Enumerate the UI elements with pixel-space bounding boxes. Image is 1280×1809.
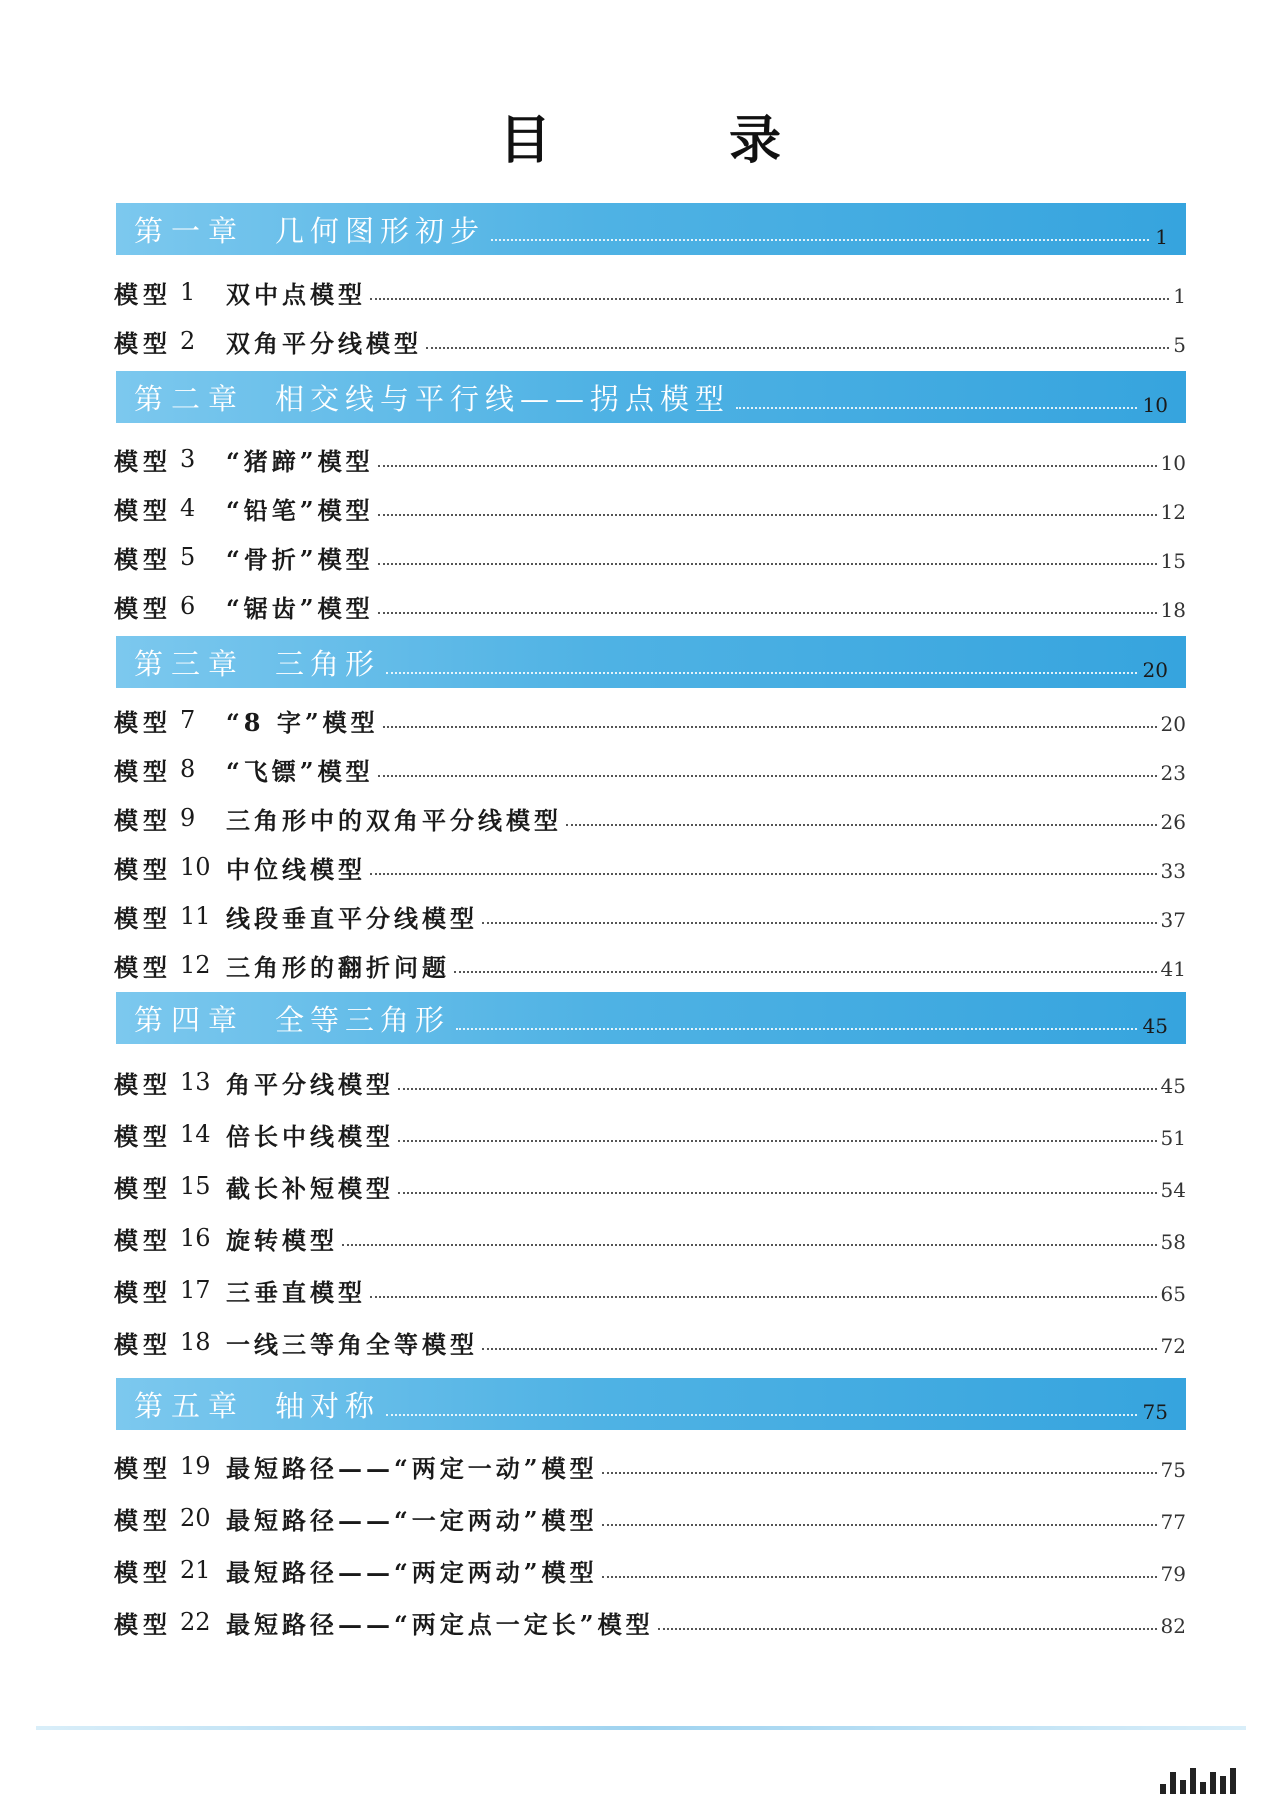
entry-page: 65 (1160, 1282, 1186, 1306)
model-number: 22 (180, 1608, 211, 1636)
model-label: 模型 (114, 707, 172, 737)
model-name: 最短路径——“两定点一定长”模型 (226, 1609, 654, 1639)
chapter-name: 几何图形初步 (275, 213, 486, 248)
chapter-page: 1 (1155, 225, 1168, 249)
entry-page: 18 (1160, 598, 1186, 622)
model-label: 模型 (114, 1069, 172, 1099)
dot-leader (398, 1140, 1157, 1142)
model-label: 模型 (114, 1453, 172, 1483)
model-label: 模型 (114, 1225, 172, 1255)
entry-page: 26 (1160, 810, 1186, 834)
model-number: 12 (180, 951, 211, 979)
model-name: 旋转模型 (226, 1225, 338, 1255)
page-title: 目 录 (498, 110, 862, 171)
model-label: 模型 (114, 1557, 172, 1587)
model-label: 模型 (114, 1505, 172, 1535)
model-label: 模型 (114, 593, 172, 623)
toc-entry[interactable] (114, 272, 1186, 312)
toc-entry[interactable] (114, 321, 1186, 361)
dot-leader (386, 672, 1137, 674)
model-name: 双中点模型 (226, 279, 366, 309)
dot-leader (342, 1244, 1157, 1246)
model-name: 角平分线模型 (226, 1069, 394, 1099)
dot-leader (370, 1296, 1157, 1298)
model-number: 7 (180, 706, 196, 734)
chapter-heading-1[interactable] (116, 203, 1186, 255)
barcode-mark (1160, 1768, 1250, 1794)
model-number: 11 (180, 902, 211, 930)
dot-leader (378, 612, 1157, 614)
model-number: 15 (180, 1172, 211, 1200)
chapter-heading-3[interactable] (116, 636, 1186, 688)
dot-leader (602, 1576, 1157, 1578)
model-label: 模型 (114, 544, 172, 574)
chapter-number: 第四章 (134, 1002, 246, 1037)
chapter-number: 第二章 (134, 381, 246, 416)
model-name: 一线三等角全等模型 (226, 1329, 478, 1359)
entry-page: 45 (1160, 1074, 1186, 1098)
model-name: 最短路径——“一定两动”模型 (226, 1505, 598, 1535)
model-number: 21 (180, 1556, 211, 1584)
model-label: 模型 (114, 446, 172, 476)
entry-page: 1 (1173, 284, 1186, 308)
chapter-heading-2[interactable] (116, 371, 1186, 423)
toc-entry[interactable] (114, 798, 1186, 838)
chapter-heading-4[interactable] (116, 992, 1186, 1044)
model-number: 9 (180, 804, 196, 832)
dot-leader (482, 922, 1157, 924)
toc-entry[interactable] (114, 749, 1186, 789)
model-name: “锯齿”模型 (226, 593, 374, 623)
chapter-number: 第五章 (134, 1388, 246, 1423)
toc-entry[interactable] (114, 896, 1186, 936)
dot-leader (378, 563, 1157, 565)
chapter-name: 轴对称 (275, 1388, 381, 1423)
model-number: 6 (180, 592, 196, 620)
dot-leader (386, 1414, 1137, 1416)
chapter-page: 10 (1142, 393, 1168, 417)
model-name: 中位线模型 (226, 854, 366, 884)
entry-page: 51 (1160, 1126, 1186, 1150)
toc-entry[interactable] (114, 537, 1186, 577)
chapter-page: 45 (1142, 1014, 1168, 1038)
model-name: 截长补短模型 (226, 1173, 394, 1203)
model-name: 三角形的翻折问题 (226, 952, 450, 982)
toc-entry[interactable] (114, 1602, 1186, 1642)
dot-leader (378, 775, 1157, 777)
entry-page: 41 (1160, 957, 1186, 981)
model-name: 三垂直模型 (226, 1277, 366, 1307)
toc-entry[interactable] (114, 1270, 1186, 1310)
entry-page: 77 (1160, 1510, 1186, 1534)
dot-leader (602, 1472, 1157, 1474)
model-number: 5 (180, 543, 196, 571)
dot-leader (378, 514, 1157, 516)
model-name: “铅笔”模型 (226, 495, 374, 525)
model-label: 模型 (114, 279, 172, 309)
model-number: 19 (180, 1452, 211, 1480)
toc-entry[interactable] (114, 1218, 1186, 1258)
chapter-name: 三角形 (275, 646, 381, 681)
model-name: 最短路径——“两定一动”模型 (226, 1453, 598, 1483)
entry-page: 33 (1160, 859, 1186, 883)
chapter-page: 75 (1142, 1400, 1168, 1424)
toc-entry[interactable] (114, 1446, 1186, 1486)
dot-leader (456, 1028, 1137, 1030)
model-number: 13 (180, 1068, 211, 1096)
toc-entry[interactable] (114, 1166, 1186, 1206)
dot-leader (378, 465, 1157, 467)
dot-leader (370, 873, 1157, 875)
entry-page: 20 (1160, 712, 1186, 736)
dot-leader (454, 971, 1157, 973)
toc-entry[interactable] (114, 1498, 1186, 1538)
model-label: 模型 (114, 328, 172, 358)
entry-page: 58 (1160, 1230, 1186, 1254)
model-name: 线段垂直平分线模型 (226, 903, 478, 933)
model-number: 1 (180, 278, 196, 306)
model-label: 模型 (114, 1173, 172, 1203)
model-label: 模型 (114, 495, 172, 525)
entry-page: 10 (1160, 451, 1186, 475)
entry-page: 23 (1160, 761, 1186, 785)
model-number: 16 (180, 1224, 211, 1252)
dot-leader (566, 824, 1157, 826)
toc-entry[interactable] (114, 847, 1186, 887)
model-name: 三角形中的双角平分线模型 (226, 805, 562, 835)
entry-page: 79 (1160, 1562, 1186, 1586)
toc-entry[interactable] (114, 1062, 1186, 1102)
toc-entry[interactable] (114, 439, 1186, 479)
dot-leader (383, 726, 1157, 728)
toc-entry[interactable] (114, 1114, 1186, 1154)
toc-entry[interactable] (114, 488, 1186, 528)
model-number: 8 (180, 755, 196, 783)
model-name: “8 字”模型 (226, 707, 379, 737)
dot-leader (482, 1348, 1157, 1350)
toc-entry[interactable] (114, 700, 1186, 740)
model-name: “猪蹄”模型 (226, 446, 374, 476)
model-number: 4 (180, 494, 196, 522)
dot-leader (426, 347, 1169, 349)
model-number: 2 (180, 327, 196, 355)
model-label: 模型 (114, 1277, 172, 1307)
dot-leader (370, 298, 1169, 300)
model-name: 双角平分线模型 (226, 328, 422, 358)
model-name: 最短路径——“两定两动”模型 (226, 1557, 598, 1587)
dot-leader (398, 1192, 1157, 1194)
toc-entry[interactable] (114, 1322, 1186, 1362)
model-number: 10 (180, 853, 211, 881)
toc-entry[interactable] (114, 1550, 1186, 1590)
footer-rule (36, 1726, 1246, 1730)
model-label: 模型 (114, 805, 172, 835)
chapter-name: 相交线与平行线——拐点模型 (275, 381, 731, 416)
model-name: “骨折”模型 (226, 544, 374, 574)
model-number: 14 (180, 1120, 211, 1148)
entry-page: 72 (1160, 1334, 1186, 1358)
entry-page: 5 (1173, 333, 1186, 357)
model-number: 18 (180, 1328, 211, 1356)
model-label: 模型 (114, 1121, 172, 1151)
entry-page: 37 (1160, 908, 1186, 932)
model-label: 模型 (114, 854, 172, 884)
dot-leader (658, 1628, 1157, 1630)
entry-page: 12 (1160, 500, 1186, 524)
entry-page: 75 (1160, 1458, 1186, 1482)
toc-entry[interactable] (114, 945, 1186, 985)
model-label: 模型 (114, 903, 172, 933)
dot-leader (491, 239, 1149, 241)
entry-page: 82 (1160, 1614, 1186, 1638)
entry-page: 54 (1160, 1178, 1186, 1202)
model-label: 模型 (114, 1329, 172, 1359)
chapter-number: 第三章 (134, 646, 246, 681)
chapter-name: 全等三角形 (275, 1002, 451, 1037)
dot-leader (398, 1088, 1157, 1090)
model-name: 倍长中线模型 (226, 1121, 394, 1151)
entry-page: 15 (1160, 549, 1186, 573)
chapter-page: 20 (1142, 658, 1168, 682)
model-label: 模型 (114, 756, 172, 786)
model-number: 20 (180, 1504, 211, 1532)
model-label: 模型 (114, 952, 172, 982)
toc-entry[interactable] (114, 586, 1186, 626)
dot-leader (736, 407, 1137, 409)
dot-leader (602, 1524, 1157, 1526)
model-label: 模型 (114, 1609, 172, 1639)
model-name: “飞镖”模型 (226, 756, 374, 786)
model-number: 3 (180, 445, 196, 473)
chapter-heading-5[interactable] (116, 1378, 1186, 1430)
chapter-number: 第一章 (134, 213, 246, 248)
model-number: 17 (180, 1276, 211, 1304)
